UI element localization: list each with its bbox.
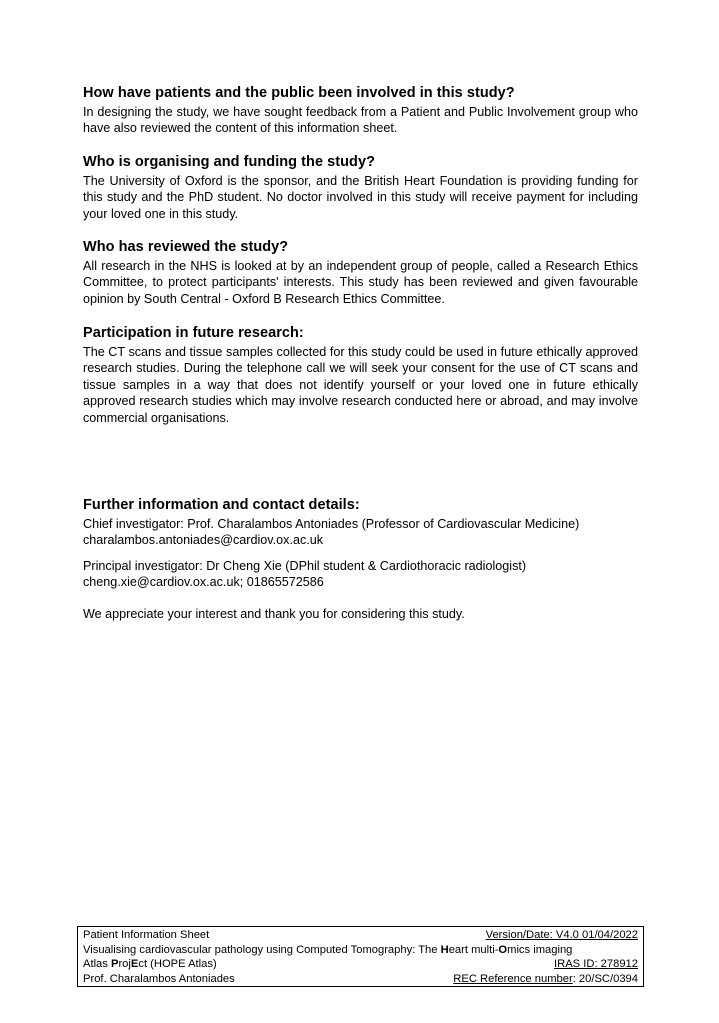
section-heading: How have patients and the public been involved in this study? bbox=[83, 85, 515, 101]
footer-row-3 bbox=[78, 957, 643, 972]
footer-row-2 bbox=[78, 943, 643, 958]
title-initial-p: P bbox=[110, 958, 119, 970]
principal-investigator-contact[interactable]: cheng.xie@cardiov.ox.ac.uk; 01865572586 bbox=[83, 575, 324, 590]
section-heading: Participation in future research: bbox=[83, 325, 304, 341]
title-text: eart multi- bbox=[448, 943, 499, 956]
footer-version-date: Version/Date: V4.0 01/04/2022 bbox=[485, 929, 638, 941]
section-heading: Who has reviewed the study? bbox=[83, 239, 289, 255]
section-body: In designing the study, we have sought feedback from a Patient and Public Involvement group who have also reviewed the content of this information sheet. bbox=[83, 105, 638, 136]
title-text: Atlas bbox=[83, 958, 111, 970]
footer-rec-reference bbox=[453, 972, 638, 987]
section-future-research bbox=[83, 323, 638, 426]
rec-value: : 20/SC/0394 bbox=[572, 972, 638, 985]
footer-row-1 bbox=[78, 928, 643, 943]
title-text: ct (HOPE Atlas) bbox=[138, 958, 217, 970]
title-initial-e: E bbox=[130, 958, 139, 970]
footer-doc-type: Patient Information Sheet bbox=[83, 929, 210, 941]
section-heading: Further information and contact details: bbox=[83, 497, 360, 513]
principal-investigator-block bbox=[83, 558, 663, 591]
section-organising-funding bbox=[83, 152, 638, 222]
section-contact-details bbox=[83, 495, 663, 622]
thank-you-note: We appreciate your interest and thank you for considering this study. bbox=[83, 606, 465, 621]
title-text: mics imaging bbox=[507, 943, 573, 956]
footer-study-title-cont bbox=[83, 957, 217, 972]
title-text: Visualising cardiovascular pathology using Computed Tomography: The bbox=[83, 943, 441, 956]
section-body: The University of Oxford is the sponsor, and the British Heart Foundation is providing funding for this study and the PhD student. No doctor involved in this study will receive payment for including your loved one in this study. bbox=[83, 174, 638, 221]
footer-iras-id: IRAS ID: 278912 bbox=[554, 958, 638, 970]
section-body: The CT scans and tissue samples collected for this study could be used in future ethically approved research studies. During the telephone call we will seek your consent for the use of CT scans and tissue samples in a way that does not identify yourself or your loved one in future ethically approved research studies which may involve research conducted here or abroad, and may involve commercial organisations. bbox=[83, 345, 638, 425]
section-body: All research in the NHS is looked at by an independent group of people, called a Research Ethics Committee, to protect participants' interests. This study has been reviewed and given favourable opinion by South Central - Oxford B Research Ethics Committee. bbox=[83, 259, 638, 306]
footer-author: Prof. Charalambos Antoniades bbox=[83, 972, 235, 985]
document-footer bbox=[77, 926, 644, 987]
footer-row-4 bbox=[78, 972, 643, 987]
section-heading: Who is organising and funding the study? bbox=[83, 154, 375, 170]
title-initial-h: H bbox=[440, 943, 449, 956]
rec-label: REC Reference number bbox=[453, 972, 573, 985]
section-review bbox=[83, 237, 638, 307]
chief-investigator-email[interactable]: charalambos.antoniades@cardiov.ox.ac.uk bbox=[83, 533, 324, 548]
footer-study-title bbox=[83, 943, 572, 958]
section-public-involvement bbox=[83, 83, 638, 137]
principal-investigator-name: Principal investigator: Dr Cheng Xie (DPhil student & Cardiothoracic radiologist) bbox=[83, 558, 527, 573]
title-text: roj bbox=[118, 958, 131, 970]
chief-investigator-name: Chief investigator: Prof. Charalambos Antoniades (Professor of Cardiovascular Medicine) bbox=[83, 517, 580, 531]
title-initial-o: O bbox=[498, 943, 508, 956]
chief-investigator-block bbox=[83, 516, 663, 549]
